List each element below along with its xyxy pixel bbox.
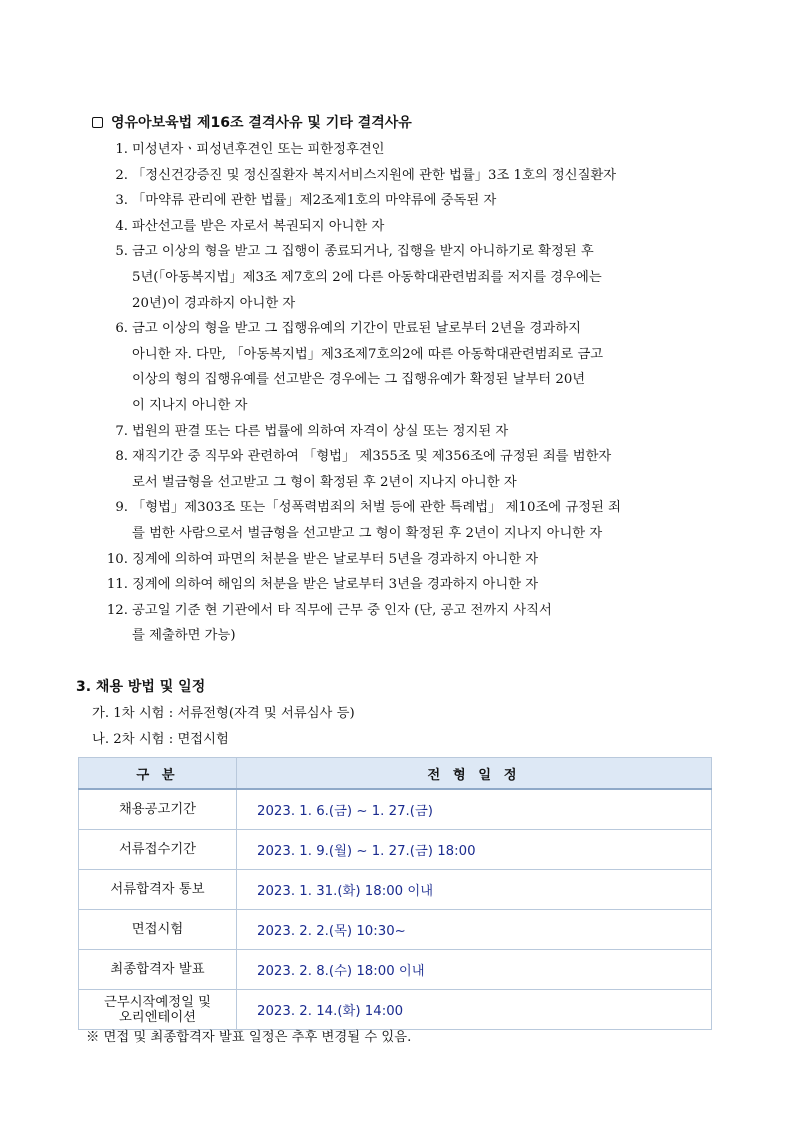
item-text: 를 범한 사람으로서 벌금형을 선고받고 그 형이 확정된 후 2년이 지나지 아니한 자 [132,525,603,541]
item-text: 20년)이 경과하지 아니한 자 [132,295,296,311]
first-exam-line: 가. 1차 시험 : 서류전형(자격 및 서류심사 등) [92,706,355,721]
item-text: 이 지나지 아니한 자 [132,397,248,413]
list-item [100,239,740,316]
item-text: 재직기간 중 직무와 관련하여 「형법」 제355조 및 제356조에 규정된 죄를 범한자 [132,449,612,465]
item-text: 「정신건강증진 및 정신질환자 복지서비스지원에 관한 법률」3조 1호의 정신질환자 [132,167,617,183]
list-item [100,316,740,418]
row-label [79,990,237,1030]
item-number: 2. [115,167,128,183]
row-value: 2023. 2. 2.(목) 10:30~ [237,910,712,950]
item-number: 11. [106,577,128,593]
item-number: 12. [106,602,128,618]
row-label: 채용공고기간 [79,789,237,830]
header-schedule: 전 형 일 정 [237,758,712,790]
item-number: 4. [115,218,128,234]
table-row [79,990,712,1030]
table-header-row [79,758,712,790]
disqualification-list [100,137,740,649]
list-item [100,188,740,214]
list-item [100,598,740,649]
item-text: 미성년자ㆍ피성년후견인 또는 피한정후견인 [132,142,385,157]
item-text: 「형법」제303조 또는「성폭력범죄의 처벌 등에 관한 특례법」 제10조에 규정된 죄 [132,500,621,516]
item-number: 8. [115,449,128,465]
item-number: 7. [115,423,128,439]
list-item [100,444,740,495]
item-text: 아니한 자. 다만, 「아동복지법」제3조제7호의2에 따른 아동학대관련범죄로 금고 [132,346,604,362]
square-bullet-icon [92,117,103,128]
second-exam-line: 나. 2차 시험 : 면접시험 [92,732,229,747]
row-label: 서류접수기간 [79,830,237,870]
section-16-heading [92,112,412,132]
list-item [100,163,740,189]
item-number: 9. [115,500,128,516]
item-text: 징계에 의하여 파면의 처분을 받은 날로부터 5년을 경과하지 아니한 자 [132,551,539,567]
item-text: 5년(「아동복지법」제3조 제7호의 2에 다른 아동학대관련범죄를 저지를 경우에는 [132,269,602,285]
row-label: 면접시험 [79,910,237,950]
table-row [79,910,712,950]
list-item [100,214,740,240]
section-3-heading: 3. 채용 방법 및 일정 [76,679,206,695]
schedule-note: ※ 면접 및 최종합격자 발표 일정은 추후 변경될 수 있음. [86,1030,412,1045]
schedule-table [78,757,712,1030]
list-item [100,572,740,598]
header-category: 구 분 [79,758,237,790]
item-text: 파산선고를 받은 자로서 복권되지 아니한 자 [132,218,385,234]
item-text: 로서 벌금형을 선고받고 그 형이 확정된 후 2년이 지나지 아니한 자 [132,474,517,490]
item-number: 6. [115,321,128,337]
item-text: 금고 이상의 형을 받고 그 집행이 종료되거나, 집행을 받지 아니하기로 확정된 후 [132,244,594,260]
list-item [100,495,740,546]
row-value: 2023. 2. 8.(수) 18:00 이내 [237,950,712,990]
item-text: 금고 이상의 형을 받고 그 집행유예의 기간이 만료된 날로부터 2년을 경과하지 [132,321,581,337]
item-text: 「마약류 관리에 관한 법률」제2조제1호의 마약류에 중독된 자 [132,193,497,209]
row-label: 서류합격자 통보 [79,870,237,910]
row-label: 최종합격자 발표 [79,950,237,990]
list-item [100,137,740,163]
list-item [100,547,740,573]
list-item [100,419,740,445]
row-label-line: 근무시작예정일 및 [104,994,211,1010]
item-number: 10. [106,551,128,567]
item-text: 징계에 의하여 해임의 처분을 받은 날로부터 3년을 경과하지 아니한 자 [132,577,539,593]
item-text: 공고일 기준 현 기관에서 타 직무에 근무 중 인자 (단, 공고 전까지 사직서 [132,602,552,618]
item-text: 를 제출하면 가능) [132,628,236,644]
item-number: 5. [115,244,128,260]
table-row [79,789,712,830]
item-text: 법원의 판결 또는 다른 법률에 의하여 자격이 상실 또는 정지된 자 [132,423,509,439]
row-label-line: 오리엔테이션 [118,1009,197,1025]
row-value: 2023. 1. 9.(월) ~ 1. 27.(금) 18:00 [237,830,712,870]
item-number: 3. [115,193,128,209]
table-row [79,870,712,910]
row-value: 2023. 1. 6.(금) ~ 1. 27.(금) [237,789,712,830]
item-text: 이상의 형의 집행유예를 선고받은 경우에는 그 집행유예가 확정된 날부터 20년 [132,372,586,388]
row-value: 2023. 1. 31.(화) 18:00 이내 [237,870,712,910]
table-row [79,950,712,990]
section-16-heading-text: 영유아보육법 제16조 결격사유 및 기타 결격사유 [111,115,412,131]
table-row [79,830,712,870]
row-value: 2023. 2. 14.(화) 14:00 [237,990,712,1030]
item-number: 1. [115,142,128,157]
